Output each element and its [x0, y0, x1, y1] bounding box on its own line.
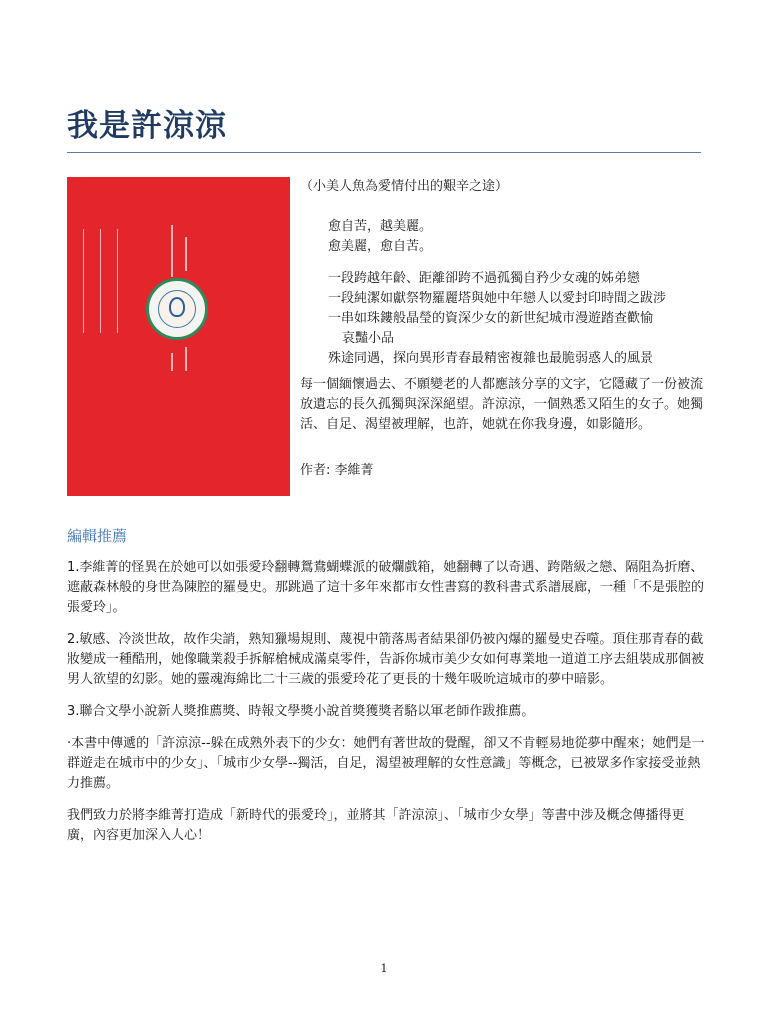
book-cover-image: [67, 177, 290, 496]
cover-text-stroke: [100, 229, 101, 333]
poem-line: 一段純潔如獻祭物羅麗塔與她中年戀人以愛封印時間之跋涉: [328, 291, 667, 306]
recommendation-paragraph: 2.敏感、冷淡世故，故作尖誚，熟知獵場規則、蔑視中箭落馬者結果卻仍被內爆的羅曼史吞噬。頂住那青春的截妝變成一種酷刑，她像職業殺手拆解槍械成滿桌零件，告訴你城市美少女如何專業地一道道工序去組裝成那個被男人欲望的幻影。她的靈魂海綿比二十三歲的張愛玲花了更長的十幾年吸吮這城市的夢中暗影。: [67, 632, 705, 687]
poem-line: 殊途同遇，探向異形青春最精密複雜也最脆弱惑人的風景: [328, 351, 654, 366]
page-number: 1: [380, 962, 388, 975]
recommendation-paragraph: 3.聯合文學小說新人獎推薦獎、時報文學獎小說首獎獲獎者駱以軍老師作跋推薦。: [67, 704, 535, 719]
recommendation-paragraph: 我們致力於將李維菁打造成「新時代的張愛玲」，並將其「許涼涼」、「城市少女學」等書中涉及概念傳播得更廣，內容更加深入人心！: [67, 808, 685, 843]
cover-text-stroke: [117, 229, 118, 333]
poem-line: 愈美麗，愈自苦。: [328, 239, 433, 254]
poem-line: 哀豔小品: [342, 331, 395, 346]
recommendation-paragraph: ·本書中傳遞的「許涼涼--躲在成熟外表下的少女：她們有著世故的覺醒，卻又不肯輕易地從夢中醒來；她們是一群遊走在城市中的少女」、「城市少女學--獨活，自足，渴望被理解的女性意識」等概念，已被眾多作家接受並熱力推薦。: [67, 736, 705, 791]
document-title: 我是許涼涼: [67, 108, 227, 144]
recommendation-paragraph: 1.李維菁的怪異在於她可以如張愛玲翻轉鴛鴦蝴蝶派的破爛戲箱，她翻轉了以奇遇、跨階級之戀、隔阻為折磨、遮蔽森林般的身世為陳腔的羅曼史。那跳過了這十多年來都市女性書寫的教科書式系譜展廊，一種「不是張腔的張愛玲」。: [67, 560, 705, 615]
poem-block: [328, 217, 666, 369]
poem-gap: [328, 257, 666, 269]
portrait-face-icon: [169, 297, 185, 317]
title-divider: [67, 152, 701, 153]
cover-title-stroke: [171, 225, 173, 277]
medal-inner-ring: [158, 290, 196, 328]
poem-line: 一段跨越年齡、距離卻跨不過孤獨自矜少女魂的姊弟戀: [328, 271, 641, 286]
book-intro: 每一個緬懷過去、不願變老的人都應該分享的文字，它隱藏了一份被流放遺忘的長久孤獨與深深絕望。許涼涼，一個熟悉又陌生的女子。她獨活、自足、渴望被理解，也許，她就在你我身邊，如影隨形。: [300, 377, 704, 432]
book-subtitle: （小美人魚為愛情付出的艱辛之途）: [300, 179, 509, 194]
cover-title-stroke: [185, 347, 187, 371]
poem-line: 愈自苦，越美麗。: [328, 219, 433, 234]
section-title-editor-recommendation: 編輯推薦: [67, 527, 128, 545]
cover-title-stroke: [185, 237, 187, 271]
cover-text-stroke: [83, 229, 84, 333]
cover-medal-portrait-icon: [146, 278, 208, 340]
poem-line: 一串如珠鏤般晶瑩的資深少女的新世紀城市漫遊踏查歡愉: [328, 311, 654, 326]
recommendation-body: [67, 558, 707, 858]
cover-title-stroke: [171, 353, 173, 371]
book-author: 作者: 李維菁: [300, 463, 374, 478]
